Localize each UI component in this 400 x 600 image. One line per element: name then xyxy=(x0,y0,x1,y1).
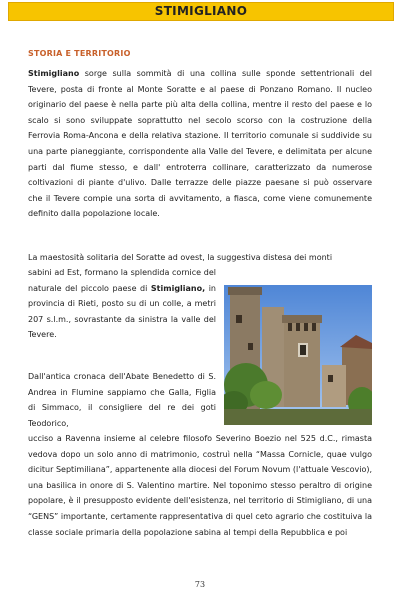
paragraph-intro xyxy=(28,66,372,222)
paragraph-history: ucciso a Ravenna insieme al celebre filosofo Severino Boezio nel 525 d.C., rimasta vedova dopo un solo anno di matrimonio, costruì nella “Massa Cornicle, quae vulgo dicitur Septimiliana”, appartenente alla diocesi del Forum Novum (l'attuale Vescovio), una basilica in onore di S. Valentino martire. Nel toponimo stesso peraltro di origine popolare, è il presupposto evidente dell'esistenza, nel territorio di Stimigliano, di una “GENS” importante, certamente rappresentativa di quel ceto agrario che costituiva la classe sociale primaria della popolazione sabina al tempi della Repubblica e poi xyxy=(28,434,372,537)
page-title: STIMIGLIANO xyxy=(8,2,394,21)
town-name-bold: Stimigliano xyxy=(28,69,80,78)
town-photo xyxy=(224,285,372,425)
town-name-bold-2: Stimigliano, xyxy=(150,283,206,293)
paragraph-chronicle: Dall'antica cronaca dell'Abate Benedetto di S. Andrea in Flumine sappiamo che Galla, Figlia di Simmaco, il consigliere del re dei goti Teodorico, xyxy=(28,372,216,428)
paragraph-intro-text: sorge sulla sommità di una collina sulle sponde settentrionali del Tevere, posta di fronte al Monte Soratte e al paese di Ponzano Romano. Il nucleo originario del paese è nella parte più alta della collina, mentre il resto del paese e lo scalo si sono sviluppate soprattutto nel secolo scorso con la costruzione della Ferrovia Roma-Ancona e della relativa stazione. Il territorio comunale si suddivide su una parte pianeggiante, corrispondente alla Valle del Tevere, e delimitata per alcune parti dal fiume stesso, e dall' entroterra collinare, caratterizzato da numerose coltivazioni di piante d'ulivo. Dalle terrazze delle piazze paesane si può osservare che il Tevere compie una sorta di avvitamento, a fiasca, come viene comunemente definito dalla popolazione locale. xyxy=(28,69,372,219)
paragraph-landscape-line: La maestosità solitaria del Soratte ad ovest, la suggestiva distesa dei monti xyxy=(28,253,333,262)
paragraph-landscape xyxy=(28,265,216,343)
paragraph-landscape-text-b: in provincia di Rieti, posto su di un colle, a metri 207 s.l.m., sovrastante da sinistra la valle del Tevere. xyxy=(28,283,216,340)
section-heading: STORIA E TERRITORIO xyxy=(28,49,131,58)
paragraph-landscape-text-a: sabini ad Est, formano la splendida cornice del naturale del piccolo paese di xyxy=(28,268,216,293)
page-number: 73 xyxy=(194,580,206,589)
